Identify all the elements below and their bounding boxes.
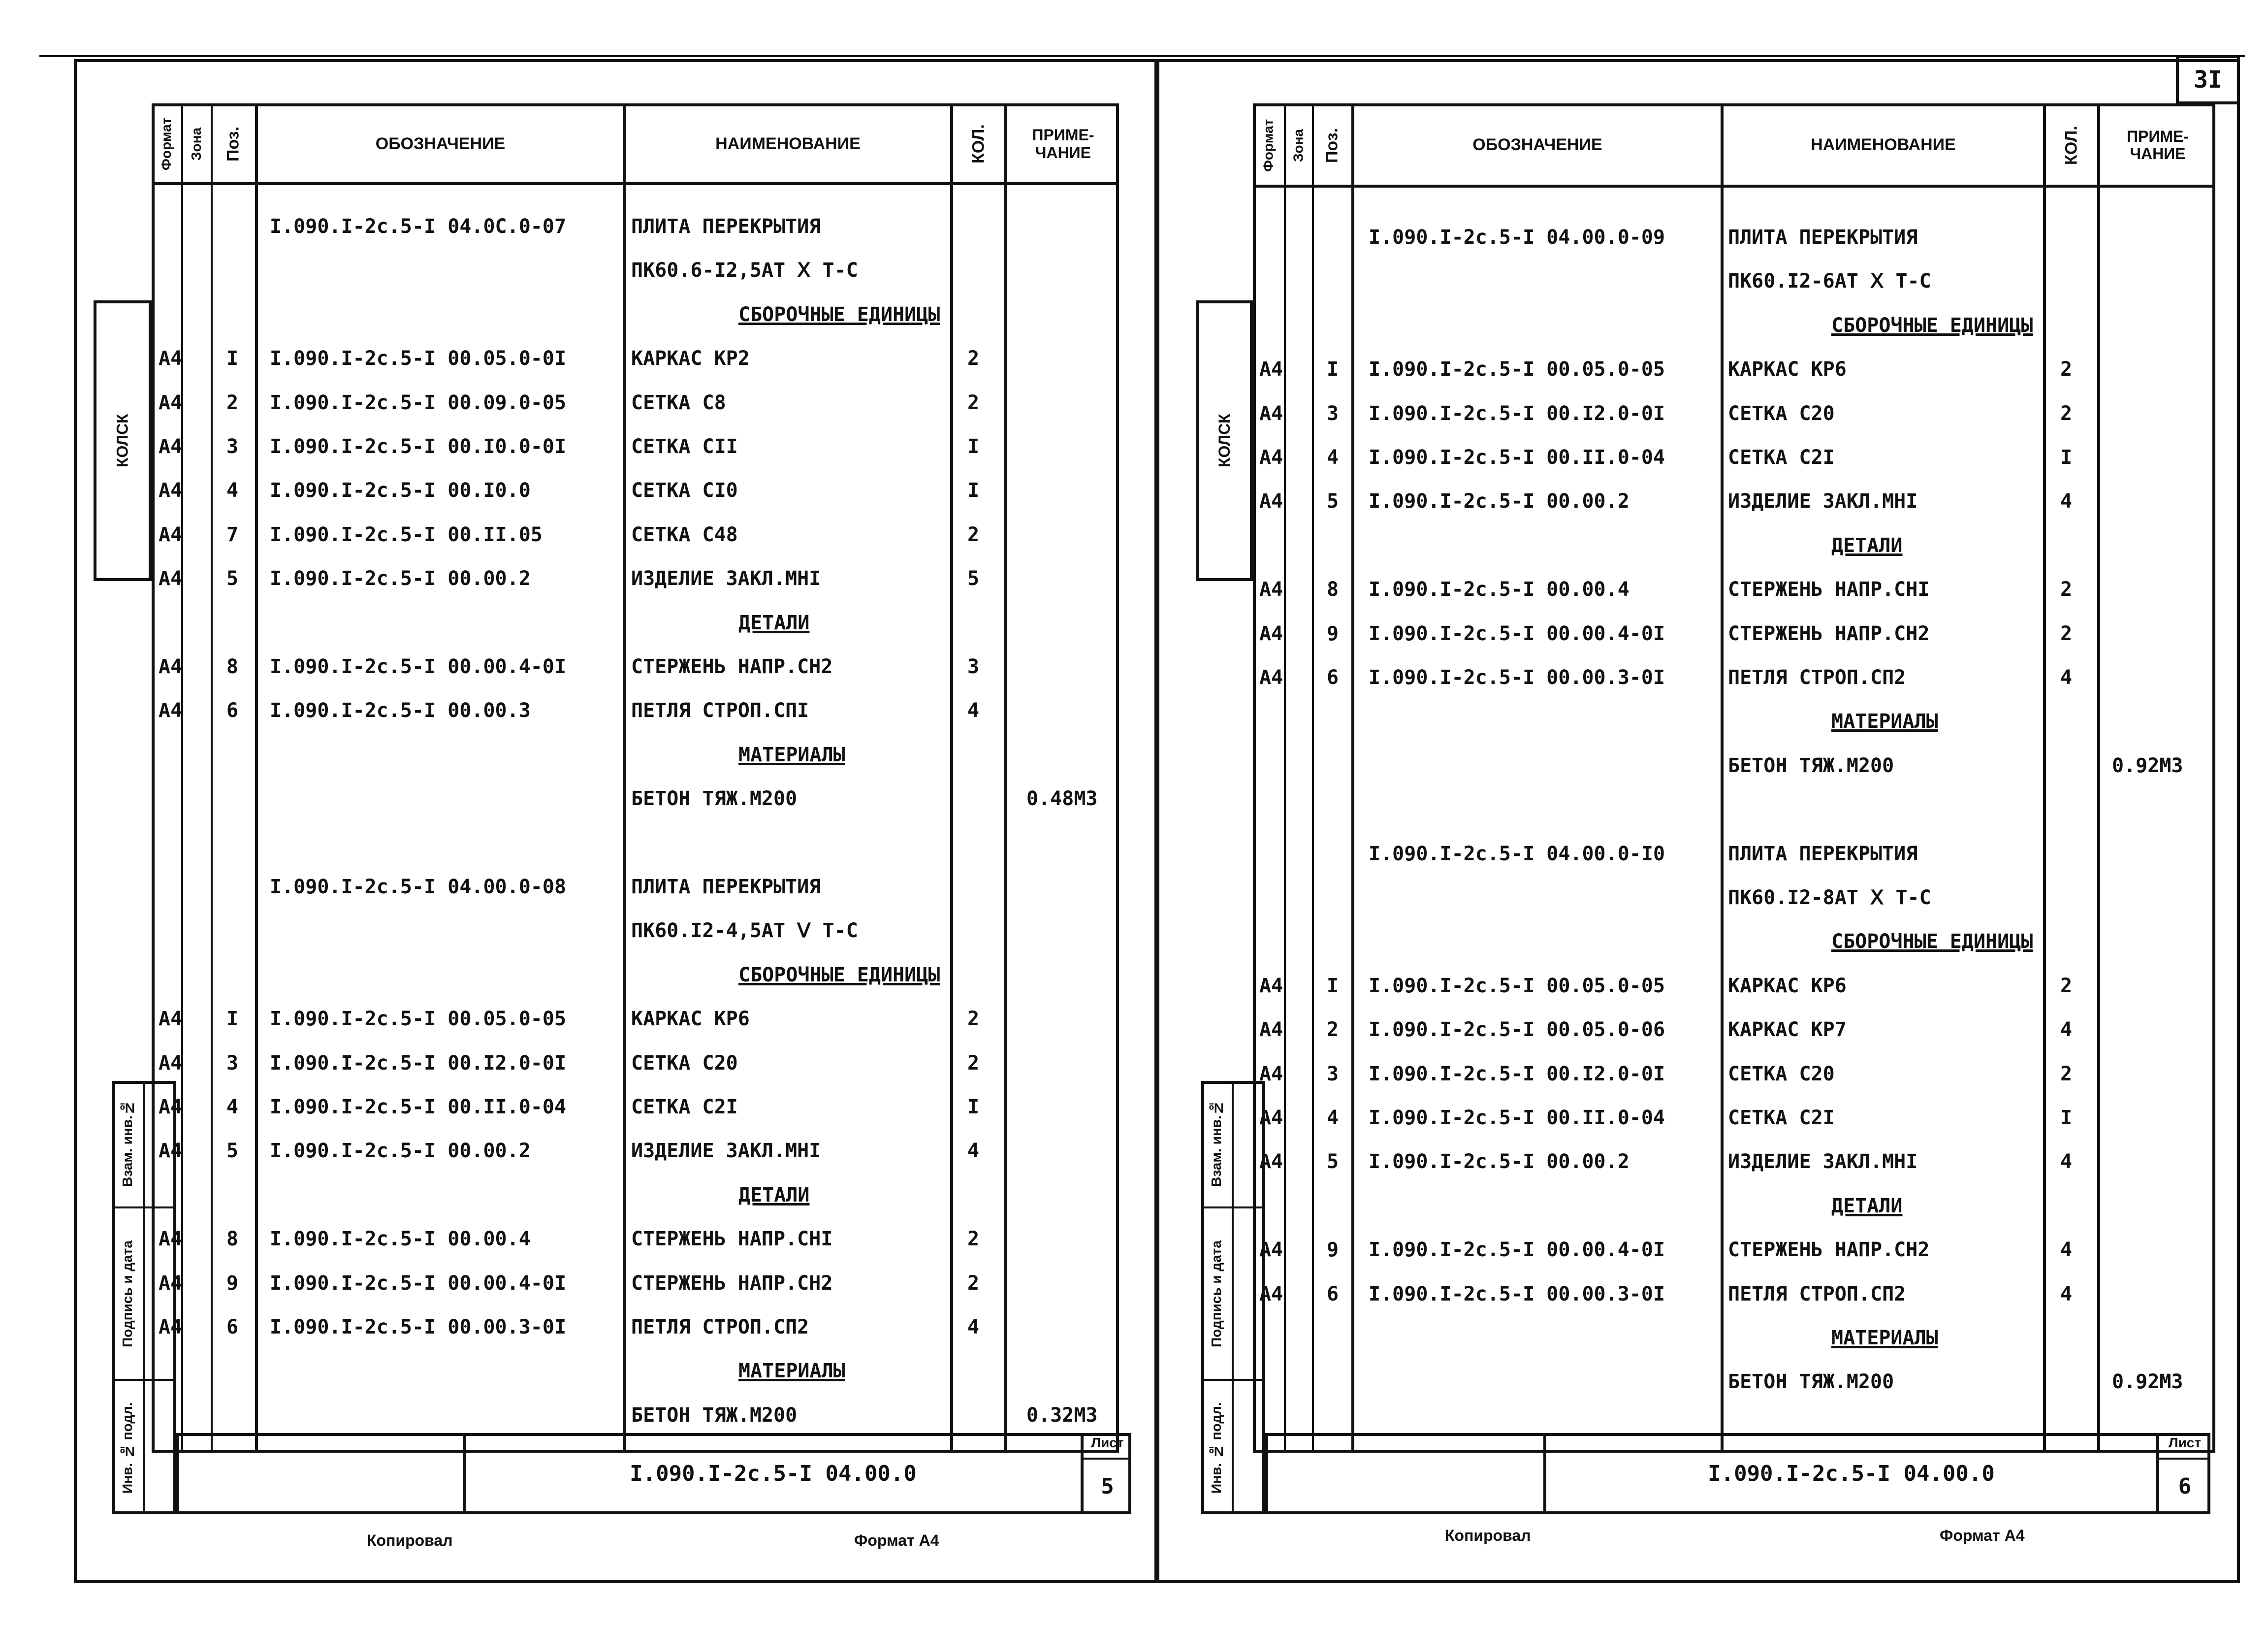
left-col-line	[950, 103, 953, 1453]
right-note-cell: 0.92М3	[2112, 754, 2183, 777]
left-format-cell: А4	[159, 347, 183, 370]
right-qty-cell: 2	[2060, 1063, 2073, 1085]
left-format-cell: А4	[159, 1272, 183, 1295]
left-format-cell: А4	[159, 1228, 183, 1250]
left-name-cell: МАТЕРИАЛЫ	[738, 1360, 845, 1382]
left-name-cell: ПЛИТА ПЕРЕКРЫТИЯ	[631, 876, 821, 898]
left-format-cell: А4	[159, 655, 183, 678]
left-name-cell: ПЛИТА ПЕРЕКРЫТИЯ	[631, 215, 821, 238]
right-format-label: Формат А4	[1940, 1527, 2025, 1544]
right-pos-cell: 2	[1327, 1018, 1339, 1041]
right-designation-cell: I.090.I-2с.5-I 00.00.4-0I	[1369, 1238, 1665, 1261]
left-qty-cell: 4	[967, 1140, 980, 1162]
right-name-cell: СТЕРЖЕНЬ НАПР.СН2	[1728, 1238, 1930, 1261]
right-designation-cell: I.090.I-2с.5-I 00.I2.0-0I	[1369, 402, 1665, 425]
left-designation-cell: I.090.I-2с.5-I 00.00.3	[270, 699, 531, 722]
left-designation-cell: I.090.I-2с.5-I 00.I0.0	[270, 479, 531, 502]
left-format-cell: А4	[159, 1316, 183, 1338]
page-number: 3I	[2194, 66, 2222, 94]
right-name-cell: ПК60.I2-6АТ Ⅹ Т-С	[1728, 270, 1931, 293]
right-designation-cell: I.090.I-2с.5-I 04.00.0-09	[1369, 226, 1665, 249]
right-name-cell: СЕТКА С20	[1728, 1063, 1835, 1085]
left-name-cell: СТЕРЖЕНЬ НАПР.СН2	[631, 1272, 833, 1295]
left-side-divider	[112, 1206, 176, 1208]
left-designation-cell: I.090.I-2с.5-I 00.00.4-0I	[270, 655, 567, 678]
right-header-note: ПРИМЕ- ЧАНИЕ	[2127, 127, 2189, 163]
left-format-cell: А4	[159, 1008, 183, 1030]
left-name-cell: БЕТОН ТЯЖ.М200	[631, 787, 798, 810]
left-pos-cell: 5	[226, 1140, 239, 1162]
left-name-cell: СТЕРЖЕНЬ НАПР.СН2	[631, 655, 833, 678]
right-name-cell: СЕТКА С20	[1728, 402, 1835, 425]
left-name-cell: СБОРОЧНЫЕ ЕДИНИЦЫ	[738, 303, 940, 326]
left-designation-cell: I.090.I-2с.5-I 00.00.3-0I	[270, 1316, 567, 1338]
right-qty-cell: 2	[2060, 578, 2073, 601]
left-name-cell: СЕТКА С20	[631, 1052, 738, 1075]
right-name-cell: КАРКАС КР6	[1728, 975, 1847, 997]
left-name-cell: СЕТКА СII	[631, 435, 738, 458]
left-designation-cell: I.090.I-2с.5-I 00.00.2	[270, 567, 531, 590]
right-qty-cell: I	[2060, 1107, 2073, 1129]
left-pos-cell: 2	[226, 391, 239, 414]
right-qty-cell: 2	[2060, 622, 2073, 645]
right-name-cell: ИЗДЕЛИЕ ЗАКЛ.МНI	[1728, 1150, 1918, 1173]
top-edge-line	[39, 55, 2245, 57]
right-name-cell: ПК60.I2-8АТ Ⅹ Т-С	[1728, 886, 1931, 909]
left-note-cell: 0.32М3	[1026, 1404, 1098, 1427]
left-qty-cell: 2	[967, 1052, 980, 1075]
right-qty-cell: 4	[2060, 1150, 2073, 1173]
left-title-divider	[1081, 1458, 1131, 1460]
left-pos-cell: 6	[226, 699, 239, 722]
right-format-cell: А4	[1259, 1063, 1283, 1085]
right-format-cell: А4	[1259, 1238, 1283, 1261]
left-header-pos: Поз.	[224, 126, 243, 162]
left-format-label: Формат А4	[854, 1531, 939, 1549]
left-designation-cell: I.090.I-2с.5-I 00.05.0-05	[270, 1008, 567, 1030]
left-name-cell: СЕТКА С2I	[631, 1096, 738, 1118]
left-designation-cell: I.090.I-2с.5-I 00.00.4-0I	[270, 1272, 567, 1295]
right-side-divider	[1201, 1379, 1265, 1381]
right-designation-cell: I.090.I-2с.5-I 00.00.4-0I	[1369, 622, 1665, 645]
left-name-cell: ИЗДЕЛИЕ ЗАКЛ.МНI	[631, 567, 821, 590]
right-name-cell: СБОРОЧНЫЕ ЕДИНИЦЫ	[1831, 930, 2033, 953]
right-pos-cell: 4	[1327, 446, 1339, 469]
right-name-cell: СЕТКА С2I	[1728, 1107, 1835, 1129]
right-name-cell: СЕТКА С2I	[1728, 446, 1835, 469]
left-pos-cell: 4	[226, 1096, 239, 1118]
left-format-cell: А4	[159, 435, 183, 458]
right-format-cell: А4	[1259, 1283, 1283, 1305]
right-format-cell: А4	[1259, 666, 1283, 689]
right-pos-cell: 9	[1327, 622, 1339, 645]
left-designation-cell: I.090.I-2с.5-I 00.II.05	[270, 523, 543, 546]
left-name-cell: ИЗДЕЛИЕ ЗАКЛ.МНI	[631, 1140, 821, 1162]
right-name-cell: КАРКАС КР7	[1728, 1018, 1847, 1041]
left-designation-cell: I.090.I-2с.5-I 00.I0.0-0I	[270, 435, 567, 458]
right-format-cell: А4	[1259, 975, 1283, 997]
right-name-cell: ПЛИТА ПЕРЕКРЫТИЯ	[1728, 226, 1918, 249]
right-list-label: Лист	[2168, 1435, 2202, 1450]
right-col-line	[1721, 103, 1724, 1453]
right-pos-cell: 5	[1327, 490, 1339, 513]
right-pos-cell: 4	[1327, 1107, 1339, 1129]
left-col-line	[1004, 103, 1007, 1453]
left-header-zone: Зона	[189, 127, 204, 161]
left-name-cell: ПК60.6-I2,5АТ Ⅹ Т-С	[631, 259, 858, 282]
left-qty-cell: 3	[967, 655, 980, 678]
left-pos-cell: I	[226, 1008, 239, 1030]
right-format-cell: А4	[1259, 490, 1283, 513]
left-name-cell: МАТЕРИАЛЫ	[738, 744, 845, 766]
left-qty-cell: I	[967, 1096, 980, 1118]
left-format-cell: А4	[159, 1096, 183, 1118]
left-qty-cell: 4	[967, 1316, 980, 1338]
right-pos-cell: 8	[1327, 578, 1339, 601]
left-name-cell: ДЕТАЛИ	[738, 1184, 810, 1206]
right-header-designation: ОБОЗНАЧЕНИЕ	[1472, 135, 1602, 155]
right-name-cell: ДЕТАЛИ	[1831, 1195, 1903, 1217]
right-name-cell: ПЕТЛЯ СТРОП.СП2	[1728, 666, 1906, 689]
right-name-cell: МАТЕРИАЛЫ	[1831, 710, 1938, 733]
left-side-divider	[143, 1081, 145, 1514]
right-pos-cell: 5	[1327, 1150, 1339, 1173]
right-side-inv: Инв. № подл.	[1209, 1402, 1224, 1494]
right-col-line	[2097, 103, 2100, 1453]
right-header-format: Формат	[1260, 119, 1276, 172]
left-stamp-designation: I.090.I-2с.5-I 04.00.0	[630, 1461, 917, 1486]
left-side-vzam: Взам. инв.№	[120, 1100, 135, 1187]
left-name-cell: СЕТКА С8	[631, 391, 726, 414]
right-name-cell: ИЗДЕЛИЕ ЗАКЛ.МНI	[1728, 490, 1918, 513]
right-stamp-designation: I.090.I-2с.5-I 04.00.0	[1708, 1461, 1995, 1486]
right-format-cell: А4	[1259, 402, 1283, 425]
left-qty-cell: 2	[967, 1272, 980, 1295]
right-title-divider	[2156, 1458, 2210, 1460]
right-designation-cell: I.090.I-2с.5-I 00.II.0-04	[1369, 1107, 1665, 1129]
left-col-line	[623, 103, 626, 1453]
left-pos-cell: 9	[226, 1272, 239, 1295]
left-pos-cell: 4	[226, 479, 239, 502]
left-name-cell: ПЕТЛЯ СТРОП.СП2	[631, 1316, 809, 1338]
right-qty-cell: 4	[2060, 1283, 2073, 1305]
right-format-cell: А4	[1259, 358, 1283, 381]
left-qty-cell: 2	[967, 347, 980, 370]
right-name-cell: СТЕРЖЕНЬ НАПР.СНI	[1728, 578, 1930, 601]
left-qty-cell: I	[967, 435, 980, 458]
left-pos-cell: 3	[226, 1052, 239, 1075]
right-format-cell: А4	[1259, 622, 1283, 645]
right-side-podpis: Подпись и дата	[1209, 1240, 1224, 1347]
right-pos-cell: 6	[1327, 1283, 1339, 1305]
left-side-podpis: Подпись и дата	[120, 1240, 135, 1347]
right-format-cell: А4	[1259, 1018, 1283, 1041]
right-pos-cell: 9	[1327, 1238, 1339, 1261]
left-qty-cell: 2	[967, 1008, 980, 1030]
left-name-cell: КАРКАС КР2	[631, 347, 750, 370]
right-format-cell: А4	[1259, 1107, 1283, 1129]
right-name-cell: ПЛИТА ПЕРЕКРЫТИЯ	[1728, 843, 1918, 865]
right-designation-cell: I.090.I-2с.5-I 00.I2.0-0I	[1369, 1063, 1665, 1085]
right-pos-cell: I	[1327, 358, 1339, 381]
left-name-cell: ДЕТАЛИ	[738, 612, 810, 634]
left-qty-cell: 2	[967, 1228, 980, 1250]
right-header-name: НАИМЕНОВАНИЕ	[1811, 135, 1956, 155]
left-qty-cell: 2	[967, 523, 980, 546]
left-table-frame	[152, 103, 1119, 1453]
right-col-line	[1351, 103, 1354, 1453]
right-copied-label: Копировал	[1445, 1527, 1531, 1544]
left-side-kopir: КОЛСК	[113, 414, 131, 468]
left-format-cell: А4	[159, 523, 183, 546]
left-qty-cell: 4	[967, 699, 980, 722]
right-col-line	[1284, 103, 1286, 1453]
left-designation-cell: I.090.I-2с.5-I 00.05.0-0I	[270, 347, 567, 370]
right-format-cell: А4	[1259, 1150, 1283, 1173]
left-designation-cell: I.090.I-2с.5-I 04.00.0-08	[270, 876, 567, 898]
right-designation-cell: I.090.I-2с.5-I 00.II.0-04	[1369, 446, 1665, 469]
left-format-cell: А4	[159, 699, 183, 722]
right-name-cell: СБОРОЧНЫЕ ЕДИНИЦЫ	[1831, 314, 2033, 337]
left-designation-cell: I.090.I-2с.5-I 04.0С.0-07	[270, 215, 567, 238]
right-side-vzam: Взам. инв.№	[1209, 1100, 1224, 1187]
right-name-cell: КАРКАС КР6	[1728, 358, 1847, 381]
right-side-kopir: КОЛСК	[1215, 414, 1233, 468]
left-pos-cell: 8	[226, 655, 239, 678]
right-list-number: 6	[2178, 1474, 2192, 1499]
left-qty-cell: 2	[967, 391, 980, 414]
right-designation-cell: I.090.I-2с.5-I 00.00.4	[1369, 578, 1629, 601]
right-designation-cell: I.090.I-2с.5-I 00.00.3-0I	[1369, 666, 1665, 689]
right-header-line	[1253, 185, 2215, 188]
left-side-divider	[112, 1379, 176, 1381]
right-side-divider	[1201, 1206, 1265, 1208]
right-qty-cell: 4	[2060, 490, 2073, 513]
right-designation-cell: I.090.I-2с.5-I 04.00.0-I0	[1369, 843, 1665, 865]
right-pos-cell: 3	[1327, 1063, 1339, 1085]
left-header-name: НАИМЕНОВАНИЕ	[715, 134, 861, 153]
left-header-format: Формат	[159, 117, 174, 171]
left-format-cell: А4	[159, 1052, 183, 1075]
left-name-cell: КАРКАС КР6	[631, 1008, 750, 1030]
right-name-cell: ДЕТАЛИ	[1831, 534, 1903, 557]
left-pos-cell: 7	[226, 523, 239, 546]
left-qty-cell: I	[967, 479, 980, 502]
right-format-cell: А4	[1259, 578, 1283, 601]
right-qty-cell: 2	[2060, 975, 2073, 997]
right-name-cell: СТЕРЖЕНЬ НАПР.СН2	[1728, 622, 1930, 645]
left-designation-cell: I.090.I-2с.5-I 00.09.0-05	[270, 391, 567, 414]
left-format-cell: А4	[159, 391, 183, 414]
right-col-line	[2043, 103, 2046, 1453]
right-header-pos: Поз.	[1322, 128, 1342, 163]
left-col-line	[211, 103, 213, 1453]
right-designation-cell: I.090.I-2с.5-I 00.00.3-0I	[1369, 1283, 1665, 1305]
left-side-inv: Инв. № подл.	[120, 1402, 135, 1494]
left-note-cell: 0.48М3	[1026, 787, 1098, 810]
right-col-line	[1312, 103, 1314, 1453]
left-name-cell: ПК60.I2-4,5АТ Ⅴ Т-С	[631, 919, 858, 942]
left-name-cell: БЕТОН ТЯЖ.М200	[631, 1404, 798, 1427]
left-name-cell: СБОРОЧНЫЕ ЕДИНИЦЫ	[738, 964, 940, 986]
left-pos-cell: 8	[226, 1228, 239, 1250]
right-designation-cell: I.090.I-2с.5-I 00.05.0-05	[1369, 358, 1665, 381]
left-name-cell: СЕТКА СI0	[631, 479, 738, 502]
right-side-divider	[1232, 1081, 1234, 1514]
left-format-cell: А4	[159, 567, 183, 590]
left-name-cell: СТЕРЖЕНЬ НАПР.СНI	[631, 1228, 833, 1250]
left-designation-cell: I.090.I-2с.5-I 00.00.4	[270, 1228, 531, 1250]
right-designation-cell: I.090.I-2с.5-I 00.05.0-05	[1369, 975, 1665, 997]
left-name-cell: ПЕТЛЯ СТРОП.СПI	[631, 699, 809, 722]
right-note-cell: 0.92М3	[2112, 1370, 2183, 1393]
right-name-cell: БЕТОН ТЯЖ.М200	[1728, 754, 1894, 777]
right-format-cell: А4	[1259, 446, 1283, 469]
right-header-qty: КОЛ.	[2062, 126, 2081, 165]
left-designation-cell: I.090.I-2с.5-I 00.I2.0-0I	[270, 1052, 567, 1075]
left-col-line	[255, 103, 258, 1453]
right-pos-cell: 6	[1327, 666, 1339, 689]
left-pos-cell: I	[226, 347, 239, 370]
left-col-line	[181, 103, 183, 1453]
left-list-number: 5	[1101, 1474, 1114, 1499]
left-designation-cell: I.090.I-2с.5-I 00.00.2	[270, 1140, 531, 1162]
left-name-cell: СЕТКА С48	[631, 523, 738, 546]
left-pos-cell: 5	[226, 567, 239, 590]
right-qty-cell: 4	[2060, 1238, 2073, 1261]
left-header-note: ПРИМЕ- ЧАНИЕ	[1032, 126, 1094, 162]
left-qty-cell: 5	[967, 567, 980, 590]
right-qty-cell: 4	[2060, 666, 2073, 689]
left-list-label: Лист	[1091, 1435, 1124, 1450]
left-format-cell: А4	[159, 1140, 183, 1162]
right-pos-cell: 3	[1327, 402, 1339, 425]
right-designation-cell: I.090.I-2с.5-I 00.00.2	[1369, 1150, 1629, 1173]
right-pos-cell: I	[1327, 975, 1339, 997]
left-copied-label: Копировал	[367, 1531, 453, 1549]
left-format-cell: А4	[159, 479, 183, 502]
right-header-zone: Зона	[1290, 129, 1306, 162]
right-qty-cell: I	[2060, 446, 2073, 469]
right-designation-cell: I.090.I-2с.5-I 00.00.2	[1369, 490, 1629, 513]
right-qty-cell: 2	[2060, 402, 2073, 425]
right-name-cell: БЕТОН ТЯЖ.М200	[1728, 1370, 1894, 1393]
right-name-cell: ПЕТЛЯ СТРОП.СП2	[1728, 1283, 1906, 1305]
left-designation-cell: I.090.I-2с.5-I 00.II.0-04	[270, 1096, 567, 1118]
right-qty-cell: 4	[2060, 1018, 2073, 1041]
right-name-cell: МАТЕРИАЛЫ	[1831, 1327, 1938, 1349]
left-header-line	[152, 182, 1119, 185]
left-pos-cell: 3	[226, 435, 239, 458]
left-pos-cell: 6	[226, 1316, 239, 1338]
right-designation-cell: I.090.I-2с.5-I 00.05.0-06	[1369, 1018, 1665, 1041]
right-qty-cell: 2	[2060, 358, 2073, 381]
left-header-qty: КОЛ.	[969, 124, 988, 164]
left-header-designation: ОБОЗНАЧЕНИЕ	[375, 134, 506, 153]
